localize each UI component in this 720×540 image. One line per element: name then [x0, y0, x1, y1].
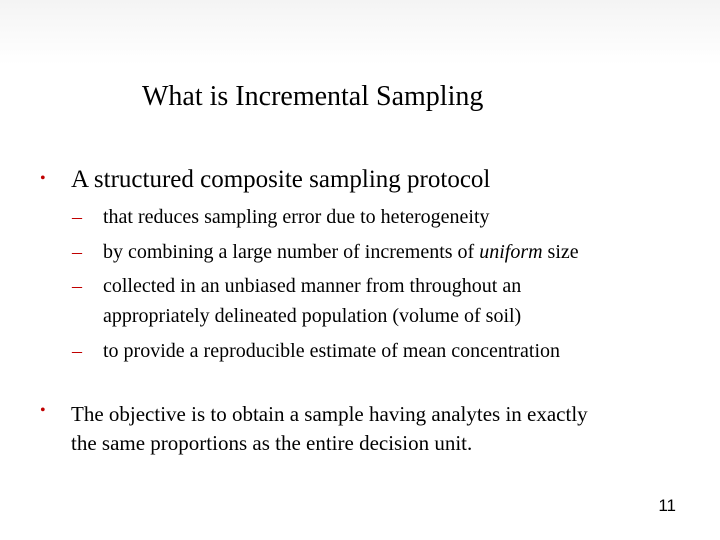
- dash-icon: –: [72, 206, 82, 228]
- sub-bullet-text: [103, 237, 579, 267]
- page-number: 11: [658, 496, 676, 515]
- bullet-line-1: The objective is to obtain a sample having analytes in exactly: [71, 402, 588, 426]
- bullet-icon: •: [40, 402, 46, 419]
- sub-bullet-text: that reduces sampling error due to heterogeneity: [103, 206, 490, 228]
- sub-bullet-line-1: collected in an unbiased manner from throughout an: [103, 275, 522, 297]
- sub-bullet-text: to provide a reproducible estimate of mean concentration: [103, 340, 561, 362]
- bullet-line-2: the same proportions as the entire decision unit.: [71, 431, 473, 455]
- sub-bullet-text-before: by combining a large number of increments of: [103, 241, 480, 263]
- sub-bullet-line-2: appropriately delineated population (volume of soil): [103, 305, 522, 327]
- slide-title: What is Incremental Sampling: [142, 81, 484, 112]
- dash-icon: –: [72, 241, 82, 263]
- bullet-text: A structured composite sampling protocol: [71, 166, 491, 193]
- emphasis-text: uniform: [479, 241, 543, 263]
- sub-bullet-text: [103, 271, 521, 331]
- sub-bullet-text-after: size: [542, 241, 579, 263]
- bullet-text: [71, 400, 681, 458]
- dash-icon: –: [72, 340, 82, 362]
- dash-icon: –: [72, 275, 82, 297]
- bullet-icon: •: [40, 170, 46, 187]
